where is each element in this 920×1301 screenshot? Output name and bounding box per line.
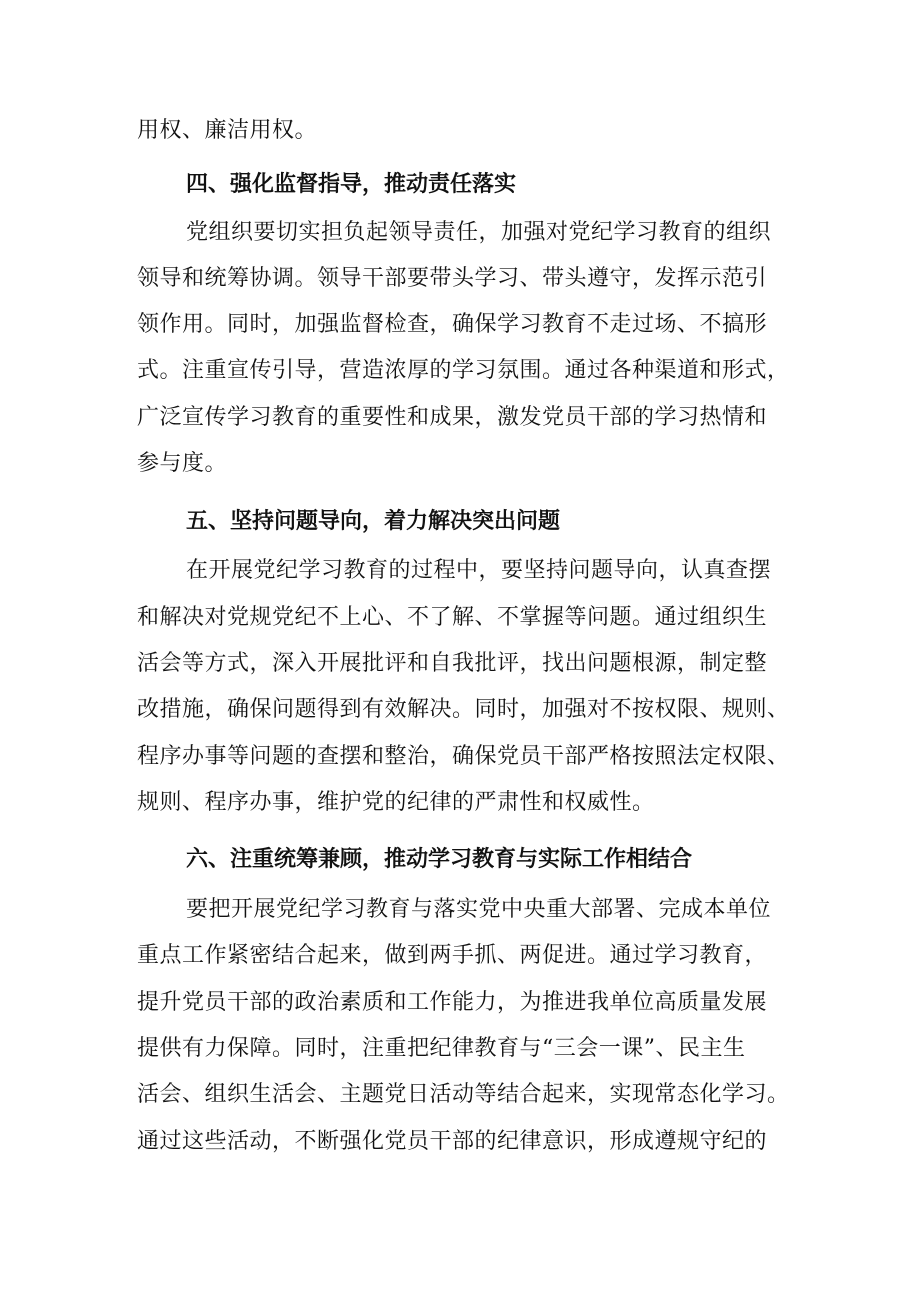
text-line: 式。注重宣传引导，营造浓厚的学习氛围。通过各种渠道和形式， xyxy=(137,358,790,383)
text-line: 要把开展党纪学习教育与落实党中央重大部署、完成本单位 xyxy=(186,897,772,922)
text-line: 通过这些活动，不断强化党员干部的纪律意识，形成遵规守纪的 xyxy=(137,1129,768,1154)
text-line: 活会等方式，深入开展批评和自我批评，找出问题根源，制定整 xyxy=(137,651,768,676)
text-line: 和解决对党规党纪不上心、不了解、不掌握等问题。通过组织生 xyxy=(137,605,768,630)
text-line: 规则、程序办事，维护党的纪律的严肃性和权威性。 xyxy=(137,790,655,815)
text-line: 党组织要切实担负起领导责任，加强对党纪学习教育的组织 xyxy=(186,220,772,245)
text-line: 领导和统筹协调。领导干部要带头学习、带头遵守，发挥示范引 xyxy=(137,266,768,291)
text-line: 在开展党纪学习教育的过程中，要坚持问题导向，认真查摆 xyxy=(186,558,772,583)
text-line: 广泛宣传学习教育的重要性和成果，激发党员干部的学习热情和 xyxy=(137,405,768,430)
text-line: 活会、组织生活会、主题党日活动等结合起来，实现常态化学习。 xyxy=(137,1082,790,1107)
text-line: 提升党员干部的政治素质和工作能力，为推进我单位高质量发展 xyxy=(137,990,768,1015)
text-line: 用权、廉洁用权。 xyxy=(137,118,318,143)
text-line: 程序办事等问题的查摆和整治，确保党员干部严格按照法定权限、 xyxy=(137,744,790,769)
section-heading-5: 五、坚持问题导向，着力解决突出问题 xyxy=(186,509,561,534)
text-line: 参与度。 xyxy=(137,451,228,476)
section-heading-6: 六、注重统筹兼顾，推动学习教育与实际工作相结合 xyxy=(186,847,693,872)
text-line: 重点工作紧密结合起来，做到两手抓、两促进。通过学习教育， xyxy=(137,943,768,968)
text-line: 提供有力保障。同时，注重把纪律教育与“三会一课”、民主生 xyxy=(137,1036,746,1061)
text-line: 领作用。同时，加强监督检查，确保学习教育不走过场、不搞形 xyxy=(137,312,768,337)
section-heading-4: 四、强化监督指导，推动责任落实 xyxy=(186,172,517,197)
text-line: 改措施，确保问题得到有效解决。同时，加强对不按权限、规则、 xyxy=(137,697,790,722)
